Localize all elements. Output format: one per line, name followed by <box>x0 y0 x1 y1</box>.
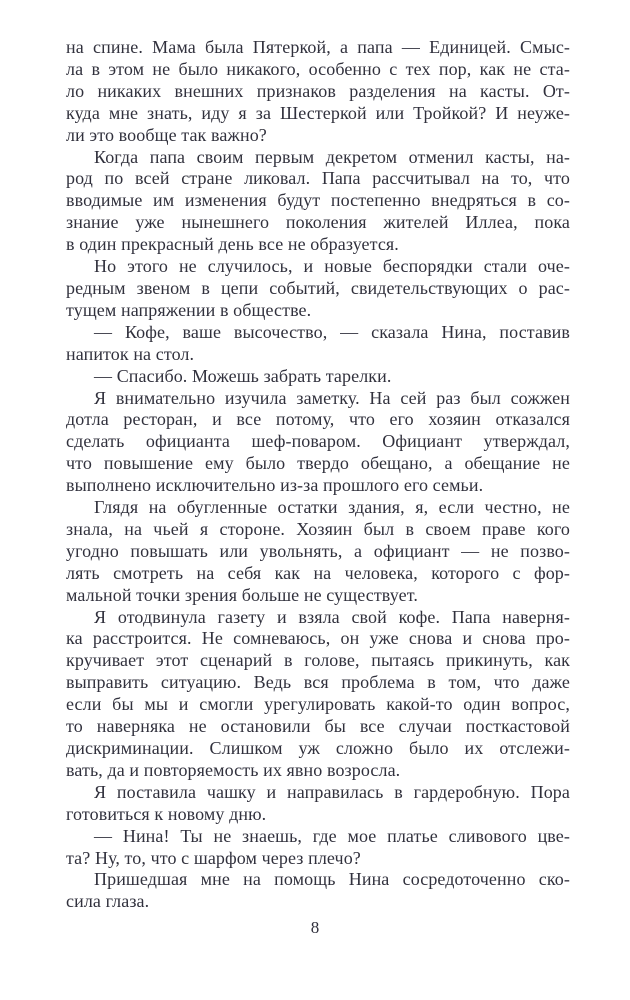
paragraph <box>66 869 570 913</box>
text-line: Но этого не случилось, и новые беспорядки стали оче- <box>94 256 570 277</box>
text-line: Я отодвинула газету и взяла свой кофе. Папа наверня- <box>94 606 570 627</box>
text-line: дискриминации. Слишком уж сложно было их отслежи- <box>66 738 570 758</box>
text-line: сила глаза. <box>66 891 150 912</box>
text-line: Я поставила чашку и направилась в гардеробную. Пора <box>94 781 570 802</box>
text-block <box>66 37 570 913</box>
paragraph <box>66 37 570 147</box>
text-line: Я внимательно изучила заметку. На сей раз был сожжен <box>94 387 570 408</box>
text-line: Когда папа своим первым декретом отменил касты, на- <box>94 146 570 167</box>
text-line: ли это вообще так важно? <box>66 124 267 145</box>
text-line: то наверняка не остановили бы все случаи посткастовой <box>66 716 570 737</box>
paragraph <box>66 388 570 498</box>
text-line: редным звеном в цепи событий, свидетельствующих о рас- <box>66 277 570 298</box>
text-line: выправить ситуацию. Ведь вся проблема в том, что даже <box>66 672 570 693</box>
text-line: выполнено исключительно из-за прошлого его семьи. <box>66 475 484 496</box>
text-line: мальной точки зрения больше не существует. <box>66 584 418 605</box>
text-line: ла в этом не было никакого, особенно с тех пор, как не ста- <box>66 58 570 79</box>
text-line: вводимые им изменения будут постепенно внедряться в со- <box>66 190 570 211</box>
text-line: — Спасибо. Можешь забрать тарелки. <box>94 365 392 386</box>
text-line: что повышение ему было твердо обещано, а обещание не <box>66 453 570 474</box>
paragraph <box>66 256 570 322</box>
text-line: кручивает этот сценарий в голове, пытаясь прикинуть, как <box>66 650 570 671</box>
text-line: лять смотреть на себя как на человека, которого с фор- <box>66 562 570 583</box>
text-line: вать, да и повторяемость их явно возросла. <box>66 759 401 780</box>
text-line: в один прекрасный день все не образуется. <box>66 234 399 255</box>
paragraph <box>66 826 570 870</box>
text-line: угодно повышать или увольнять, а официант — не позво- <box>66 540 570 561</box>
paragraph <box>66 366 570 388</box>
text-line: тущем напряжении в обществе. <box>66 299 312 320</box>
text-line: куда мне знать, иду я за Шестеркой или Тройкой? И неуже- <box>66 102 570 123</box>
paragraph <box>66 607 570 782</box>
text-line: на спине. Мама была Пятеркой, а папа — Единицей. Смыс- <box>66 37 570 57</box>
text-line: — Нина! Ты не знаешь, где мое платье сливового цве- <box>94 825 570 846</box>
text-line: знание уже нынешнего поколения жителей Иллеа, пока <box>66 212 570 233</box>
text-line: сделать официанта шеф-поваром. Официант утверждал, <box>66 431 570 452</box>
paragraph <box>66 782 570 826</box>
text-line: дотла ресторан, и все потому, что его хозяин отказался <box>66 409 570 430</box>
page-number: 8 <box>310 918 320 937</box>
paragraph <box>66 322 570 366</box>
paragraph <box>66 147 570 257</box>
text-line: Пришедшая мне на помощь Нина сосредоточенно ско- <box>94 869 570 890</box>
text-line: та? Ну, то, что с шарфом через плечо? <box>66 847 361 868</box>
text-line: — Кофе, ваше высочество, — сказала Нина, поставив <box>94 321 570 342</box>
text-line: Глядя на обугленные остатки здания, я, если честно, не <box>94 497 570 518</box>
text-line: готовиться к новому дню. <box>66 803 267 824</box>
text-line: род по всей стране ликовал. Папа рассчитывал на то, что <box>66 168 570 189</box>
text-line: если бы мы и смогли урегулировать какой-то один вопрос, <box>66 694 570 715</box>
text-line: напиток на стол. <box>66 343 195 364</box>
text-line: ка расстроится. Не сомневаюсь, он уже снова и снова про- <box>66 628 570 649</box>
paragraph <box>66 497 570 607</box>
text-line: ло никаких внешних признаков разделения на касты. От- <box>66 80 570 101</box>
text-line: знала, на чьей я стороне. Хозяин был в своем праве кого <box>66 518 570 539</box>
